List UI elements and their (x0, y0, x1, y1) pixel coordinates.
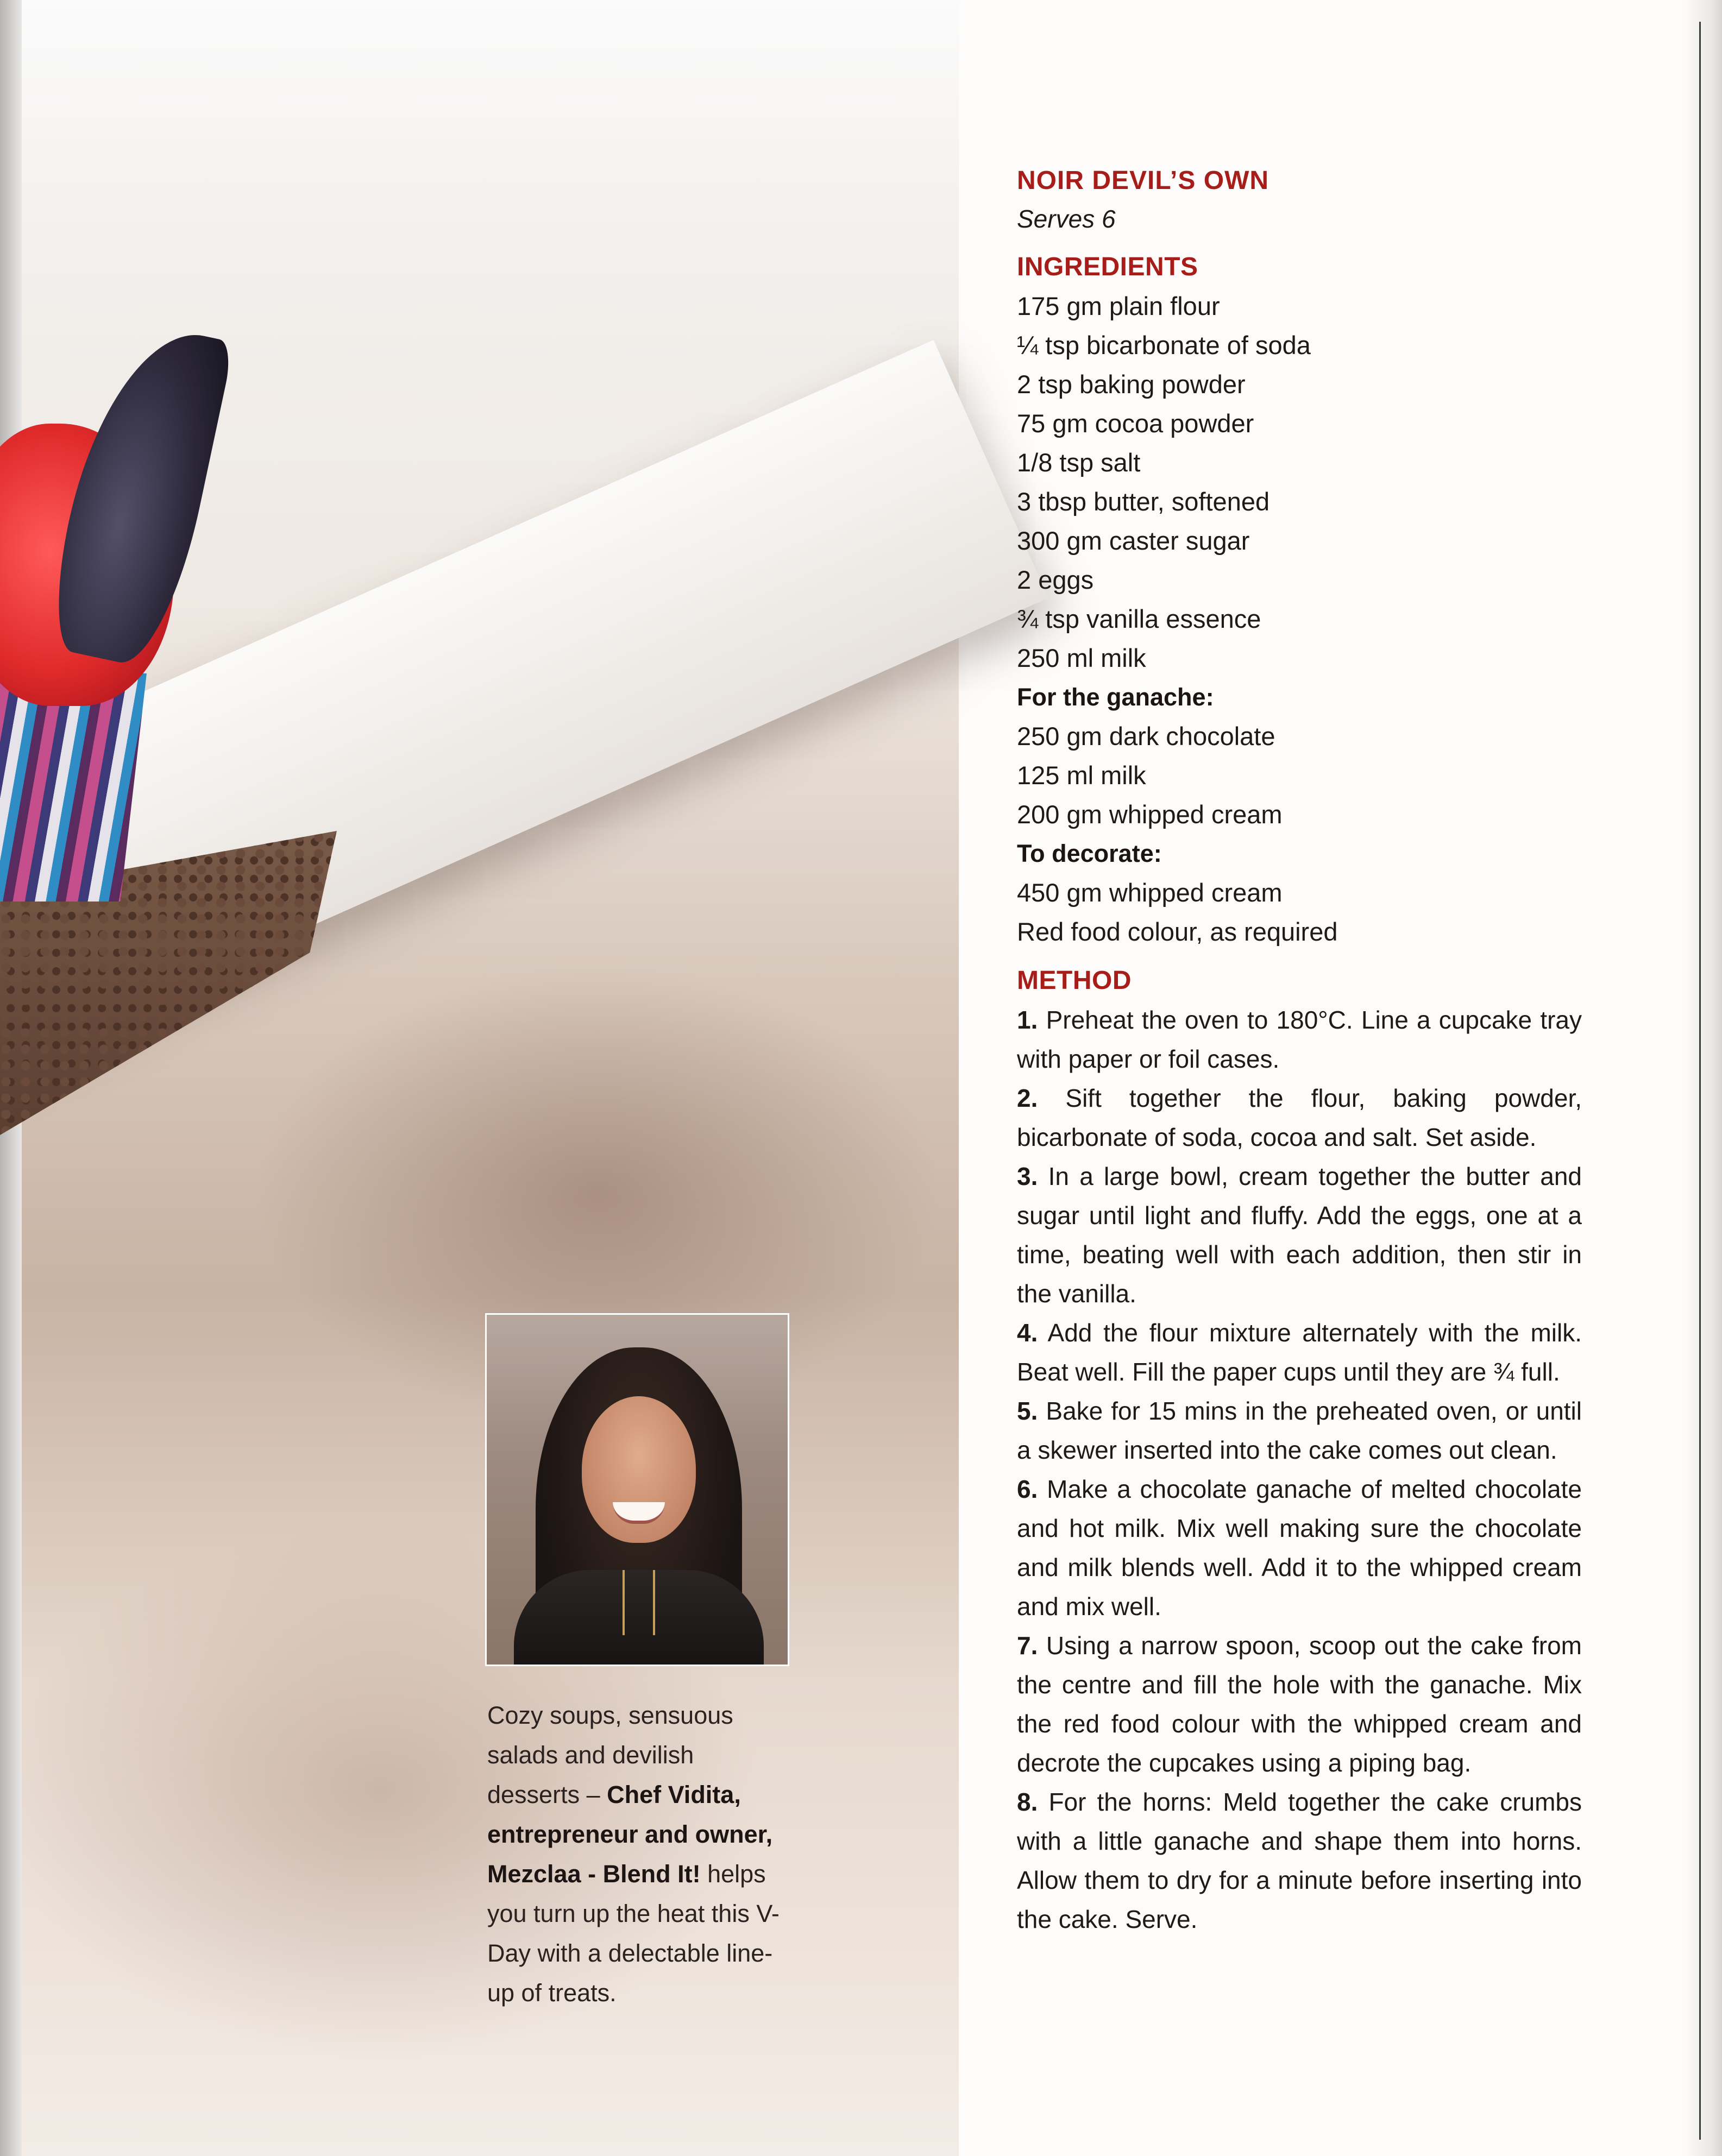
step-number: 6. (1017, 1475, 1038, 1503)
ingredients-heading: INGREDIENTS (1017, 253, 1198, 281)
ingredient-item: 300 gm caster sugar (1017, 526, 1250, 555)
ganache-item: 125 ml milk (1017, 761, 1146, 790)
ganache-heading: For the ganache: (1017, 683, 1214, 711)
step-text: Make a chocolate ganache of melted chocolate and hot milk. Mix well making sure the chocolate and milk blends well. Add it to the whipped cream and mix well. (1017, 1475, 1582, 1621)
decorate-item: 450 gm whipped cream (1017, 878, 1283, 907)
ingredients-list (1017, 287, 1582, 678)
recipe-serves: Serves 6 (1017, 205, 1116, 233)
method-step (1017, 1000, 1582, 1079)
method-steps (1017, 1000, 1582, 1939)
step-text: Using a narrow spoon, scoop out the cake from the centre and fill the hole with the ganache. Mix the red food colour with the whipped cream and decrote the cupcakes using a piping bag. (1017, 1631, 1582, 1777)
step-text: Sift together the flour, baking powder, bicarbonate of soda, cocoa and salt. Set aside. (1017, 1084, 1582, 1151)
step-text: Preheat the oven to 180°C. Line a cupcake tray with paper or foil cases. (1017, 1006, 1582, 1073)
ingredient-item: 1/8 tsp salt (1017, 448, 1141, 477)
decorate-list (1017, 873, 1582, 951)
step-number: 8. (1017, 1788, 1038, 1816)
step-number: 7. (1017, 1631, 1038, 1660)
method-step (1017, 1157, 1582, 1313)
page-edge (1684, 0, 1722, 2156)
ingredient-item: 2 eggs (1017, 565, 1094, 594)
step-number: 4. (1017, 1319, 1038, 1347)
recipe-title: NOIR DEVIL’S OWN (1017, 166, 1269, 195)
step-text: Add the flour mixture alternately with the milk. Beat well. Fill the paper cups until they are ¾ full. (1017, 1319, 1582, 1386)
method-step (1017, 1626, 1582, 1782)
ingredient-item: 2 tsp baking powder (1017, 370, 1246, 399)
caption-intro: Cozy soups, sensuous salads and devilish desserts – (487, 1701, 733, 1808)
step-number: 5. (1017, 1397, 1038, 1425)
ingredient-item: ¼ tsp bicarbonate of soda (1017, 331, 1311, 360)
method-step (1017, 1079, 1582, 1157)
step-number: 1. (1017, 1006, 1038, 1034)
step-number: 3. (1017, 1162, 1038, 1190)
ingredient-item: 175 gm plain flour (1017, 292, 1220, 320)
chef-portrait (485, 1313, 789, 1666)
method-step (1017, 1470, 1582, 1626)
page-edge-line (1699, 22, 1701, 2140)
caption-chef-name: Chef Vidita, entrepreneur and owner, Mezclaa - Blend It! (487, 1781, 773, 1888)
ganache-item: 250 gm dark chocolate (1017, 722, 1275, 751)
chef-collar (623, 1570, 655, 1635)
ingredient-item: 250 ml milk (1017, 644, 1146, 672)
method-step (1017, 1313, 1582, 1391)
chef-caption (487, 1695, 791, 2013)
step-text: In a large bowl, cream together the butter and sugar until light and fluffy. Add the eggs, one at a time, beating well with each addition, then stir in the vanilla. (1017, 1162, 1582, 1308)
ingredient-item: 3 tbsp butter, softened (1017, 487, 1270, 516)
method-step (1017, 1391, 1582, 1470)
step-text: For the horns: Meld together the cake crumbs with a little ganache and shape them into horns. Allow them to dry for a minute before inserting into the cake. Serve. (1017, 1788, 1582, 1933)
ingredient-item: 75 gm cocoa powder (1017, 409, 1254, 438)
ingredient-item: ¾ tsp vanilla essence (1017, 604, 1261, 633)
method-heading: METHOD (1017, 966, 1132, 995)
method-step (1017, 1782, 1582, 1939)
step-text: Bake for 15 mins in the preheated oven, or until a skewer inserted into the cake comes out clean. (1017, 1397, 1582, 1464)
step-number: 2. (1017, 1084, 1038, 1112)
decorate-item: Red food colour, as required (1017, 917, 1338, 946)
ganache-list (1017, 717, 1582, 834)
caption-outro: helps you turn up the heat this V-Day with a delectable line-up of treats. (487, 1860, 780, 2007)
ganache-item: 200 gm whipped cream (1017, 800, 1283, 829)
decorate-heading: To decorate: (1017, 840, 1162, 867)
recipe-column (1017, 162, 1582, 1939)
